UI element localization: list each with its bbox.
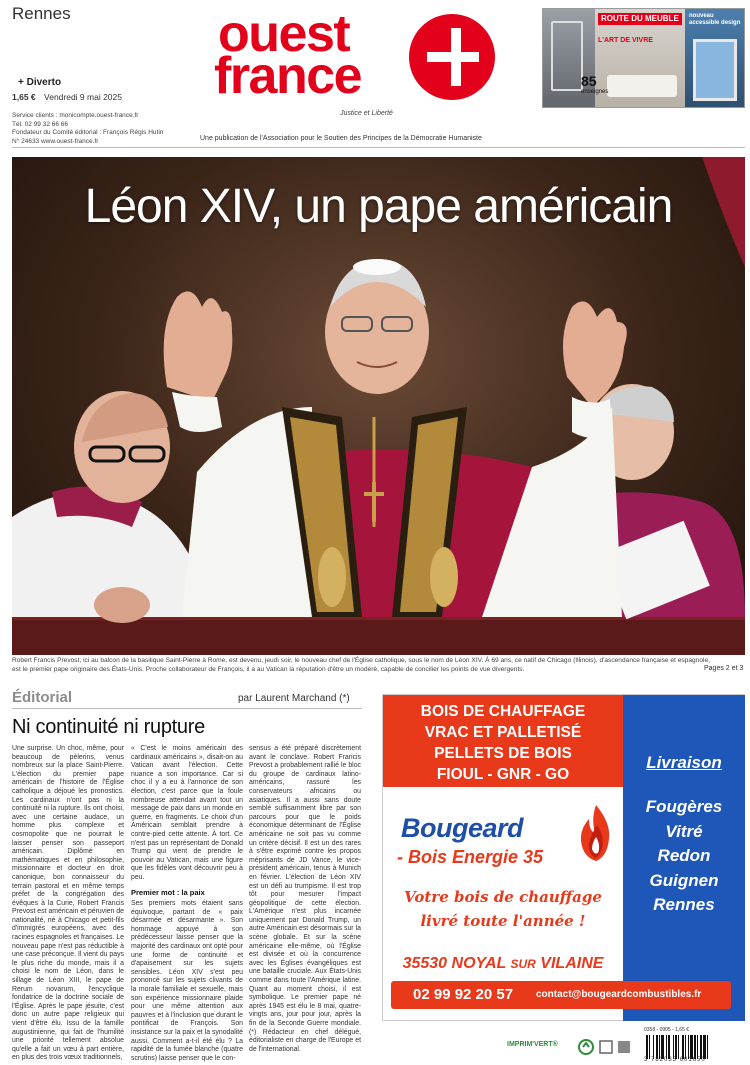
top-advertisement[interactable] bbox=[542, 8, 745, 108]
editorial-title[interactable]: Ni continuité ni rupture bbox=[12, 716, 205, 738]
recycle-icon bbox=[578, 1039, 638, 1060]
ad-number: 85 bbox=[581, 73, 597, 89]
flame-icon bbox=[571, 803, 621, 868]
service-line: Tél. 02 99 32 66 66 bbox=[12, 120, 69, 128]
editorial-paragraph: « C'est le moins américain des cardinaux américains », disait-on au Vatican avant l'élection. Cette nuance a son importance. Car si choc il y a eu à l'annonce de son élection, c'est parce que la foule nombreuse attendait avant tout un message de paix dans un monde en guerre, en fragments. Le choix d'un Américain semblait prendre à contre-pied cette attente. À tort. Ce n'est pas un représentant de Donald Trump qui vient de prendre le pouvoir au Vatican, mais une figure que les fidèles vont découvrir peu à peu. bbox=[131, 745, 243, 881]
price-date bbox=[12, 92, 122, 102]
town: Guignen bbox=[649, 870, 719, 890]
logo[interactable] bbox=[214, 4, 499, 114]
town: Redon bbox=[657, 846, 711, 865]
address-part: 35530 NOYAL bbox=[402, 955, 507, 972]
town: Vitré bbox=[665, 821, 703, 841]
ad-headline-block bbox=[383, 695, 623, 787]
ad-headline-line: VRAC ET PALLETISÉ bbox=[424, 724, 582, 741]
ad-headline-line: BOIS DE CHAUFFAGE bbox=[420, 703, 586, 720]
service-line: N° 24633 www.ouest-france.fr bbox=[12, 137, 99, 145]
editorial-author: par Laurent Marchand (*) bbox=[238, 693, 350, 704]
publication-note: Une publication de l'Association pour le Soutien des Principes de la Démocratie Humaniste bbox=[200, 135, 482, 142]
ad-headline-line: PELLETS DE BOIS bbox=[434, 745, 572, 762]
editorial-divider bbox=[12, 708, 362, 709]
price: 1,65 € bbox=[12, 92, 36, 102]
editorial-paragraph: Une surprise. Un choc, même, pour beaucoup de pèlerins, venus nombreux sur la place Saint-Pierre. L'élection du premier pape américain de l'histoire de l'Église catholique a déjoué les pronostics. Les cardinaux n'ont pas ni la continuité ni la rupture. Ils ont choisi, avec une certaine audace, un homme plus complexe et cosmopolite que ne pourrait le laisser penser son passeport américain. Diplômé en mathématiques et en philosophie, missionnaire et docteur en droit canonique, bon connaisseur du terrain pastoral et en même temps préfet de la congrégation des évêques à la Curie, Robert Francis Prevost est américain et péruvien de nationalité, né à Chicago et petit-fils d'immigrés européens, avec des racines espagnoles et françaises. Le nouveau pape n'est pas réductible à une case préconçue. Il vient du pays le plus riche du monde, mais il a choisi le nom de Léon, dans le sillage de Léon XIII, le pape de Rerum novarum, l'encyclique fondatrice de la doctrine sociale de l'Église. Après le pape jésuite, c'est donc un autre pape religieux qui vient d'être élu. Issu de la famille augustinienne, qui fait de l'humilité une priorité tellement absolue qu'elle a fait un vœu à part entière, en plus des trois vœux traditionnels, bbox=[12, 745, 124, 1062]
ad-label: ROUTE DU MEUBLE bbox=[598, 13, 682, 25]
logo-emblem-icon bbox=[409, 14, 495, 100]
ad-brand-sub: - Bois Energie 35 bbox=[397, 847, 544, 867]
editorial-paragraph: sensus a été préparé discrètement avant le conclave. Robert Francis Prevost a probablement rallié le bloc du groupe de cardinaux latino-américains, rassuré les conservateurs africains ou asiatiques. Il a aussi sans doute semblé suffisamment libre par son parcours pour que le poids économique déterminant de l'Église américaine ne soit pas vu comme un critère décisif. Il est un des rares à s'être exprimé contre les propos méprisants de JD Vance, le vice-président américain, tenus à Munich en février. L'élection de Léon XIV est un défi au trumpisme. Il est trop tôt pour mesurer l'impact géopolitique de cette élection. L'Amérique n'est plus incarnée uniquement par Donald Trump, un autre Américain est désormais sur la scène globale. Et sur la scène américaine elle-même, où l'Église est divisée et où la concurrence avec les Églises évangéliques est une bataille cruciale. Aux États-Unis comme dans toute l'Amérique latine. Quant au moment choisi, il est symbolique. Le premier pape né après 1945 est élu le 8 mai, quatre-vingts ans, jour pour jour, après la fin de la Seconde Guerre mondiale. (*) Rédacteur en chef délégué, éditorialiste en charge de l'Europe et de l'international. bbox=[249, 745, 361, 1053]
ad-slogan-line: livré toute l'année ! bbox=[420, 912, 586, 930]
service-line: Service clients : monicompte.ouest-france.fr bbox=[12, 112, 139, 119]
ad-delivery-panel bbox=[623, 695, 745, 1021]
ad-slogan bbox=[383, 885, 623, 933]
tagline: Justice et Liberté bbox=[340, 110, 393, 117]
ad-label: nouveau accessible design bbox=[689, 13, 741, 26]
delivery-title: Livraison bbox=[646, 753, 722, 772]
imprim-vert-label: IMPRIM'VERT® bbox=[507, 1041, 558, 1048]
service-line: Fondateur du Comité éditorial : François Régis Hutin bbox=[12, 129, 164, 136]
page-reference[interactable]: Pages 2 et 3 bbox=[704, 665, 744, 672]
photo-caption: Robert Francis Prevost, ici au balcon de la basilique Saint-Pierre à Rome, est devenu, jeudi soir, le nouveau chef de l'Église catholique, sous le nom de Léon XIV. À 69 ans, ce natif de Chicago (Illinois), d'ascendance française et espagnole, est le premier pape originaire des États-Unis. Proche collaborateur de François, il a au Vatican la réputation d'être un modéré, capable de concilier les points de vue divergents. bbox=[12, 657, 710, 673]
editorial-column-2 bbox=[131, 745, 243, 1063]
ad-slogan-line: Votre bois de chauffage bbox=[404, 888, 602, 906]
ad-address bbox=[383, 955, 623, 973]
address-part: SUR bbox=[510, 957, 536, 971]
logo-line1: ouest bbox=[218, 5, 350, 63]
ad-contact-bar bbox=[391, 981, 731, 1009]
ad-email[interactable]: contact@bougeardcombustibles.fr bbox=[536, 989, 702, 1000]
service-info bbox=[12, 112, 212, 146]
ad-label: L'ART DE VIVRE bbox=[598, 37, 653, 44]
ad-brand: Bougeard bbox=[401, 813, 524, 843]
editorial-subheading: Premier mot : la paix bbox=[131, 887, 205, 897]
editorial-column-1 bbox=[12, 745, 124, 1063]
supplement: + Diverto bbox=[18, 77, 62, 88]
editorial-column-3 bbox=[249, 745, 361, 1054]
ad-headline-line: FIOUL - GNR - GO bbox=[436, 766, 570, 783]
ad-image-bed bbox=[607, 75, 677, 97]
main-headline[interactable]: Léon XIV, un pape américain bbox=[84, 180, 673, 233]
editorial-paragraph: Ses premiers mots étaient sans équivoque, partant de « paix désarmée et désarmante ». Son hommage appuyé à son prédécesseur laisse penser que la majorité des cardinaux ont opté pour une forme de continuité et d'apaisement sur les sujets sensibles. Léon XIV s'est peu prononcé sur les sujets clivants de la morale familiale et sexuelle, mais son expérience missionnaire plaide pour une même attention aux pauvres et à l'inclusion que durant le pontificat de François. Son insistance sur la paix et la synodalité aussi. Comment a-t-il été élu ? La rapidité de la fumée blanche (quatre scrutins) laisse penser que le con- bbox=[131, 900, 243, 1062]
bougeard-advertisement[interactable] bbox=[382, 694, 745, 1021]
town: Rennes bbox=[653, 895, 715, 914]
date: Vendredi 9 mai 2025 bbox=[44, 92, 122, 102]
address-part: VILAINE bbox=[540, 955, 604, 972]
ad-phone[interactable]: 02 99 92 20 57 bbox=[413, 986, 514, 1003]
delivery-towns bbox=[623, 795, 745, 918]
town: Fougères bbox=[645, 797, 723, 816]
barcode-code: 0358 - 0905 - 1,65 € bbox=[644, 1027, 690, 1033]
masthead-divider bbox=[12, 147, 745, 148]
barcode-number: 3 782035 601650 bbox=[644, 1057, 706, 1063]
window-icon bbox=[693, 39, 737, 101]
city-edition: Rennes bbox=[12, 4, 71, 23]
logo-line2: france bbox=[214, 47, 362, 105]
ad-number-label: enseignes bbox=[581, 89, 609, 95]
editorial-label: Éditorial bbox=[12, 689, 73, 706]
cover-photo[interactable] bbox=[12, 157, 745, 655]
